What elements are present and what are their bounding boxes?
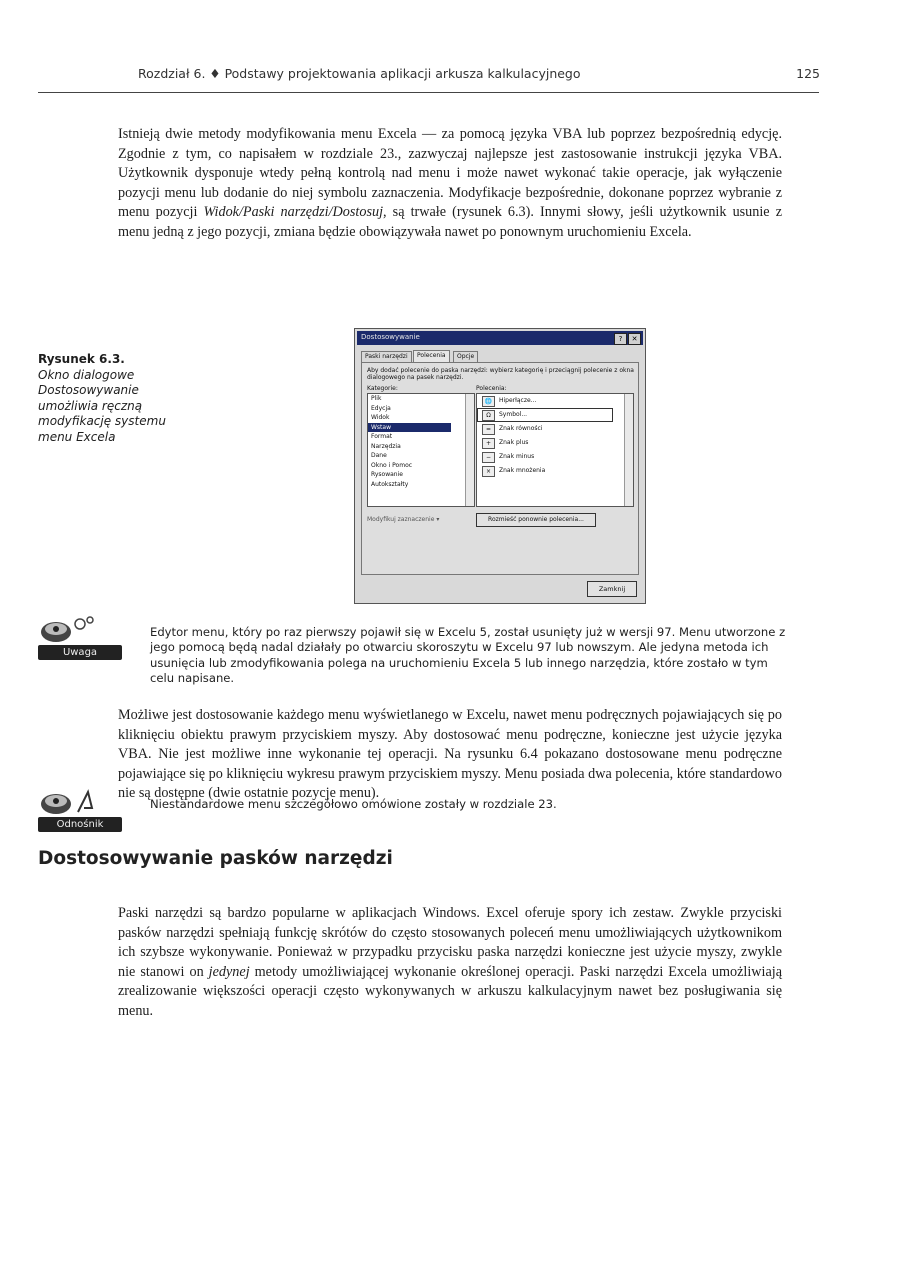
equals-icon: = xyxy=(482,424,495,435)
dialog-title: Dostosowywanie xyxy=(361,333,420,341)
paragraph-1-text-b: , są trwałe (rysunek 6.3). Innymi słowy, jeśli użytkownik usunie z menu jedną z jego pozycji, zmiana będzie obowiązywała nawet po ponownym uruchomieniu Excela. xyxy=(118,204,783,240)
paragraph-3-text-a: Paski narzędzi są bardzo popularne w aplikacjach Windows. Excel oferuje spory ich zestaw. Zwykle przyciski pasków narzędzi spełniają funkcję skrótów do często stosowanych poleceń menu umożliwiających użytkownikom ich szybsze wykonywanie. Ponieważ w przypadku przycisku paska narzędzi konieczne jest użycie myszy, zwykle nie stanowi on xyxy=(118,905,782,980)
commands-label: Polecenia: xyxy=(476,385,507,392)
figure-label: Rysunek 6.3. xyxy=(38,352,125,366)
multiply-icon: × xyxy=(482,466,495,477)
command-item[interactable] xyxy=(477,464,633,478)
category-item[interactable]: Plik xyxy=(371,395,382,402)
command-label: Znak plus xyxy=(499,439,529,446)
gears-icon xyxy=(38,614,122,646)
categories-label: Kategorie: xyxy=(367,385,398,392)
paragraph-2: Możliwe jest dostosowanie każdego menu wyświetlanego w Excelu, nawet menu podręcznych pojawiających się po kliknięciu obiektu prawym przyciskiem myszy. Aby dostosować menu podręczne, konieczne jest użycie języka VBA. Nie jest możliwe inne wykonanie tej operacji. Na rysunku 6.4 pokazano dostosowane menu podręczne pojawiające się po kliknięciu wykresu prawym przyciskiem myszy. Menu posiada dwa polecenia, które standardowo nie są dostępne (dwie ostatnie pozycje menu). xyxy=(118,707,782,802)
category-item[interactable]: Narzędzia xyxy=(371,442,401,450)
figure-caption xyxy=(38,352,228,445)
categories-list[interactable] xyxy=(367,393,475,507)
command-label: Znak równości xyxy=(499,425,543,432)
paragraph-3 xyxy=(118,904,782,1022)
paragraph-1 xyxy=(118,125,782,243)
odnosnik-note-text: Niestandardowe menu szczegółowo omówione zostały w rozdziale 23. xyxy=(150,797,557,811)
customize-dialog xyxy=(354,328,646,604)
header-rule xyxy=(38,92,819,93)
category-item[interactable]: Autokształty xyxy=(371,480,409,488)
command-item[interactable] xyxy=(477,422,633,436)
category-item[interactable]: Dane xyxy=(371,452,387,459)
commands-panel xyxy=(361,362,639,575)
paragraph-3-emphasis: jedynej xyxy=(208,963,250,980)
modify-selection-button[interactable]: Modyfikuj zaznaczenie ▾ xyxy=(367,516,440,523)
category-item-selected[interactable]: Wstaw xyxy=(368,423,451,433)
command-item[interactable] xyxy=(477,450,633,464)
dialog-tabs xyxy=(361,351,639,362)
dialog-instruction: Aby dodać polecenie do paska narzędzi: wybierz kategorię i przeciągnij polecenie z okna dialogowego na pasek narzędzi. xyxy=(367,367,634,381)
categories-scrollbar[interactable] xyxy=(465,394,474,506)
minus-icon: − xyxy=(482,452,495,463)
globe-icon: 🌐 xyxy=(482,396,495,407)
command-label: Symbol... xyxy=(499,411,528,418)
figure-caption-text: Okno dialogowe Dostosowywanie umożliwia ręczną modyfikację systemu menu Excela xyxy=(38,367,166,444)
odnosnik-note-icon xyxy=(38,786,124,832)
tab-commands[interactable]: Polecenia xyxy=(413,350,450,362)
category-item[interactable]: Rysowanie xyxy=(371,471,403,478)
help-icon[interactable]: ? xyxy=(614,333,627,345)
category-item[interactable]: Format xyxy=(371,433,393,440)
category-item[interactable]: Okno i Pomoc xyxy=(371,461,413,469)
command-label: Znak minus xyxy=(499,453,535,460)
paragraph-3-text-b: metody umożliwiającej wykonanie określonej operacji. Paski narzędzi Excela umożliwiają zrealizowanie większości operacji często wykonywanych w arkuszu kalkulacyjnym nawet bez posługiwania się menu. xyxy=(118,963,782,1019)
uwaga-note-text: Edytor menu, który po raz pierwszy pojawił się w Excelu 5, został usunięty już w wersji 97. Menu utworzone z jego pomocą będą nadal działały po otwarciu skoroszytu w Excelu 97 lub nowszym. Ale jedyna metoda ich usunięcia lub zmodyfikowania polega na uruchomieniu Excela 5 lub innego narzędzia, które zostało w tym celu napisane. xyxy=(150,625,786,686)
reference-icon xyxy=(38,786,122,818)
category-item[interactable]: Widok xyxy=(371,414,390,421)
commands-scrollbar[interactable] xyxy=(624,394,633,506)
page-number: 125 xyxy=(796,66,820,81)
omega-icon: Ω xyxy=(482,410,495,421)
odnosnik-badge: Odnośnik xyxy=(38,817,122,832)
command-item[interactable] xyxy=(477,394,633,408)
paragraph-1-text-a: Istnieją dwie metody modyfikowania menu Excela — za pomocą języka VBA lub poprzez bezpośrednią edycję. Zgodnie z tym, co napisałem w rozdziale 23., zazwyczaj najlepsze jest zastosowanie instrukcji języka VBA. Użytkownik dysponuje wtedy pełną kontrolą nad menu i może nawet wykonać takie operacje, jak wyłączenie pozycji menu lub dodanie do niej symbolu zaznaczenia. Modyfikacje bezpośrednie, dokonane poprzez wybranie z menu pozycji xyxy=(118,126,782,221)
commands-list[interactable] xyxy=(476,393,634,507)
command-label: Hiperłącze... xyxy=(499,397,537,404)
running-header xyxy=(100,66,820,86)
running-title: Rozdział 6. ♦ Podstawy projektowania aplikacji arkusza kalkulacyjnego xyxy=(138,66,581,81)
uwaga-badge: Uwaga xyxy=(38,645,122,660)
tab-toolbars[interactable]: Paski narzędzi xyxy=(361,351,412,362)
command-label: Znak mnożenia xyxy=(499,467,546,474)
section-heading: Dostosowywanie pasków narzędzi xyxy=(38,848,393,869)
rearrange-commands-button[interactable]: Rozmieść ponownie polecenia... xyxy=(476,513,596,527)
close-button[interactable]: Zamknij xyxy=(587,581,637,597)
dialog-titlebar xyxy=(357,331,643,345)
close-icon[interactable]: ✕ xyxy=(628,333,641,345)
command-item-selected[interactable] xyxy=(477,408,613,422)
category-item[interactable]: Edycja xyxy=(371,404,391,412)
uwaga-note-icon xyxy=(38,614,124,660)
paragraph-1-menu-path: Widok/Paski narzędzi/Dostosuj xyxy=(203,204,384,221)
tab-options[interactable]: Opcje xyxy=(453,351,478,362)
command-item[interactable] xyxy=(477,436,633,450)
plus-icon: + xyxy=(482,438,495,449)
